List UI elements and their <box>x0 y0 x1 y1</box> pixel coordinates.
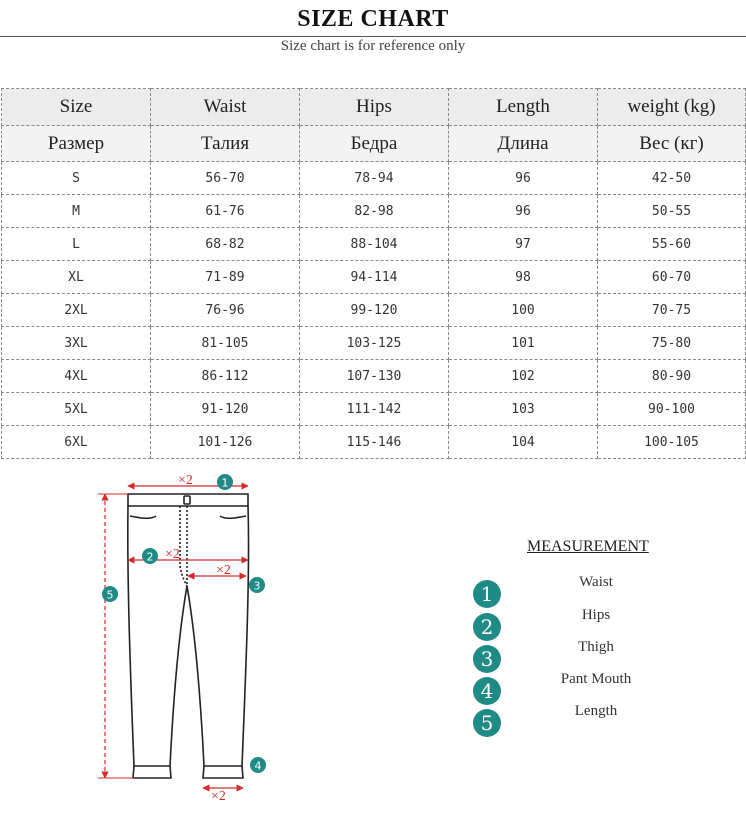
jeans-diagram <box>90 466 280 806</box>
table-cell: 99-120 <box>300 294 449 327</box>
marker-4 <box>250 757 266 773</box>
table-row <box>2 327 746 360</box>
table-cell: 81-105 <box>151 327 300 360</box>
title-divider <box>0 36 746 37</box>
column-header: Длина <box>449 126 598 162</box>
table-cell: 101 <box>449 327 598 360</box>
table-row <box>2 360 746 393</box>
column-header: Талия <box>151 126 300 162</box>
table-cell: 86-112 <box>151 360 300 393</box>
table-cell: 60-70 <box>598 261 746 294</box>
thigh-multiplier: ×2 <box>216 563 231 578</box>
jeans-illustration <box>90 466 280 806</box>
legend-badge: 3 <box>473 645 501 673</box>
table-cell: 101-126 <box>151 426 300 459</box>
table-cell: 111-142 <box>300 393 449 426</box>
size-cell: 4XL <box>2 360 151 393</box>
size-table <box>1 88 746 459</box>
column-header: Вес (кг) <box>598 126 746 162</box>
table-row <box>2 228 746 261</box>
table-row <box>2 294 746 327</box>
column-header: weight (kg) <box>598 89 746 126</box>
table-cell: 56-70 <box>151 162 300 195</box>
table-header-en <box>2 89 746 126</box>
table-cell: 103 <box>449 393 598 426</box>
table-cell: 61-76 <box>151 195 300 228</box>
table-cell: 88-104 <box>300 228 449 261</box>
marker-2 <box>142 548 158 564</box>
table-cell: 70-75 <box>598 294 746 327</box>
table-row <box>2 426 746 459</box>
legend-badge: 4 <box>473 677 501 705</box>
legend-title: MEASUREMENT <box>527 538 649 555</box>
size-cell: 5XL <box>2 393 151 426</box>
legend-item <box>470 703 730 739</box>
table-cell: 94-114 <box>300 261 449 294</box>
table-cell: 55-60 <box>598 228 746 261</box>
hips-multiplier: ×2 <box>165 547 180 562</box>
table-cell: 42-50 <box>598 162 746 195</box>
table-cell: 96 <box>449 162 598 195</box>
table-cell: 76-96 <box>151 294 300 327</box>
table-cell: 80-90 <box>598 360 746 393</box>
table-cell: 115-146 <box>300 426 449 459</box>
table-cell: 107-130 <box>300 360 449 393</box>
table-cell: 90-100 <box>598 393 746 426</box>
table-cell: 100 <box>449 294 598 327</box>
size-cell: L <box>2 228 151 261</box>
table-cell: 91-120 <box>151 393 300 426</box>
column-header: Waist <box>151 89 300 126</box>
table-cell: 75-80 <box>598 327 746 360</box>
waist-multiplier: ×2 <box>178 473 193 488</box>
legend-label: Waist <box>579 574 613 590</box>
size-cell: M <box>2 195 151 228</box>
marker-3-number: 3 <box>253 579 261 593</box>
column-header: Hips <box>300 89 449 126</box>
table-row <box>2 261 746 294</box>
pant-mouth-multiplier: ×2 <box>211 789 226 804</box>
table-cell: 98 <box>449 261 598 294</box>
page-subtitle: Size chart is for reference only <box>280 38 466 54</box>
marker-5 <box>102 586 118 602</box>
table-cell: 97 <box>449 228 598 261</box>
marker-2-number: 2 <box>146 550 154 564</box>
table-cell: 104 <box>449 426 598 459</box>
legend-label: Pant Mouth <box>560 671 632 687</box>
table-cell: 50-55 <box>598 195 746 228</box>
legend-badge: 1 <box>473 580 501 608</box>
column-header: Размер <box>2 126 151 162</box>
table-cell: 68-82 <box>151 228 300 261</box>
table-cell: 102 <box>449 360 598 393</box>
table-cell: 82-98 <box>300 195 449 228</box>
table-cell: 103-125 <box>300 327 449 360</box>
size-cell: 3XL <box>2 327 151 360</box>
column-header: Size <box>2 89 151 126</box>
table-row <box>2 393 746 426</box>
legend-badge: 2 <box>473 613 501 641</box>
size-cell: 2XL <box>2 294 151 327</box>
table-cell: 100-105 <box>598 426 746 459</box>
marker-4-number: 4 <box>254 759 262 773</box>
marker-1 <box>217 474 233 490</box>
table-row <box>2 162 746 195</box>
legend-badge: 5 <box>473 709 501 737</box>
jeans-outline <box>128 494 249 778</box>
table-header-ru <box>2 126 746 162</box>
marker-3 <box>249 577 265 593</box>
table-cell: 96 <box>449 195 598 228</box>
legend-label: Hips <box>581 607 611 623</box>
size-cell: 6XL <box>2 426 151 459</box>
table-cell: 78-94 <box>300 162 449 195</box>
table-row <box>2 195 746 228</box>
column-header: Бедра <box>300 126 449 162</box>
table-cell: 71-89 <box>151 261 300 294</box>
legend-label: Length <box>574 703 618 719</box>
marker-5-number: 5 <box>106 588 114 602</box>
legend-label: Thigh <box>578 639 614 655</box>
page-title: SIZE CHART <box>297 6 449 32</box>
size-cell: XL <box>2 261 151 294</box>
column-header: Length <box>449 89 598 126</box>
marker-1-number: 1 <box>221 476 229 490</box>
size-cell: S <box>2 162 151 195</box>
legend-item <box>470 574 730 610</box>
